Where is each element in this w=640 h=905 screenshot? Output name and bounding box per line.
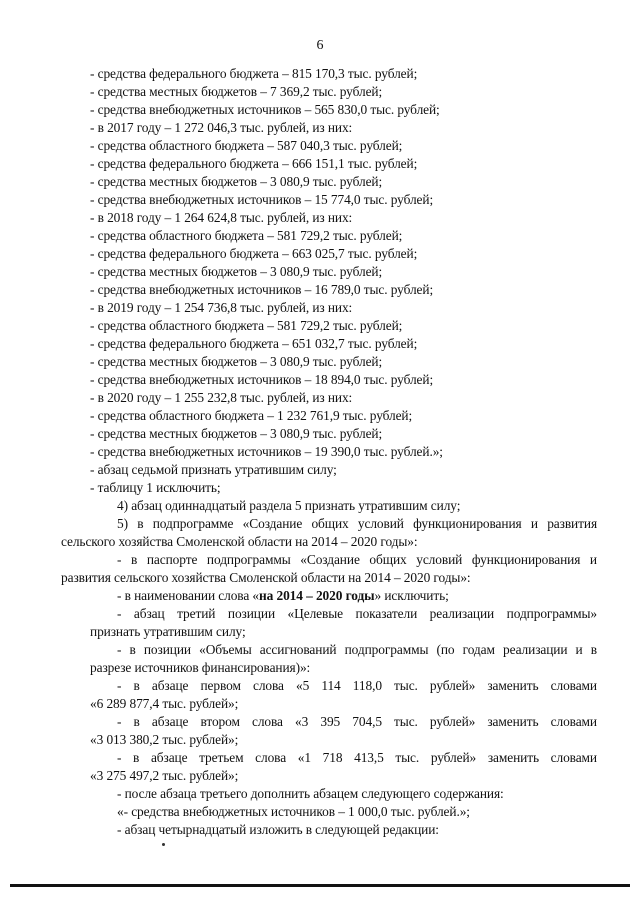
text-line: - в 2017 году – 1 272 046,3 тыс. рублей, из них: [90,120,353,135]
text-line: - средства местных бюджетов – 3 080,9 тыс. рублей; [90,264,383,279]
text-line: - средства областного бюджета – 1 232 761,9 тыс. рублей; [90,408,413,423]
text-line: - средства областного бюджета – 581 729,2 тыс. рублей; [90,228,403,243]
text-line: - в абзаце третьем слова «1 718 413,5 тыс. рублей» заменить словами [117,750,597,765]
text-segment: » исключить; [374,588,449,603]
text-line: - в абзаце втором слова «3 395 704,5 тыс. рублей» заменить словами [117,714,597,729]
text-line: - в позиции «Объемы ассигнований подпрограммы (по годам реализации и в [117,642,597,657]
text-line: - в 2020 году – 1 255 232,8 тыс. рублей, из них: [90,390,353,405]
text-line: «3 013 380,2 тыс. рублей»; [90,732,239,747]
text-line: разрезе источников финансирования)»: [90,660,311,675]
text-line: - средства внебюджетных источников – 19 390,0 тыс. рублей.»; [90,444,443,459]
text-line: - средства федерального бюджета – 815 170,3 тыс. рублей; [90,66,418,81]
text-line: - средства областного бюджета – 587 040,3 тыс. рублей; [90,138,403,153]
text-line: «- средства внебюджетных источников – 1 000,0 тыс. рублей.»; [117,804,470,819]
text-line: - средства внебюджетных источников – 565 830,0 тыс. рублей; [90,102,440,117]
text-line: - средства местных бюджетов – 3 080,9 тыс. рублей; [90,354,383,369]
text-line: - абзац четырнадцатый изложить в следующей редакции: [117,822,439,837]
text-line: - после абзаца третьего дополнить абзацем следующего содержания: [117,786,504,801]
text-line: - средства внебюджетных источников – 16 789,0 тыс. рублей; [90,282,434,297]
text-segment: - в наименовании слова « [117,588,260,603]
text-line: признать утратившим силу; [90,624,246,639]
text-line: «3 275 497,2 тыс. рублей»; [90,768,239,783]
text-line: - средства внебюджетных источников – 18 894,0 тыс. рублей; [90,372,434,387]
text-line: развития сельского хозяйства Смоленской области на 2014 – 2020 годы»: [61,570,471,585]
bold-text: на 2014 – 2020 годы [259,588,375,603]
text-line: - абзац седьмой признать утратившим силу; [90,462,337,477]
text-line: - средства федерального бюджета – 663 025,7 тыс. рублей; [90,246,418,261]
text-line: «6 289 877,4 тыс. рублей»; [90,696,239,711]
text-line: - абзац третий позиции «Целевые показатели реализации подпрограммы» [117,606,597,621]
text-line [117,587,449,605]
text-line: - средства федерального бюджета – 666 151,1 тыс. рублей; [90,156,418,171]
text-line: - средства областного бюджета – 581 729,2 тыс. рублей; [90,318,403,333]
text-line: - средства федерального бюджета – 651 032,7 тыс. рублей; [90,336,418,351]
ink-speck [162,843,165,846]
text-line: - средства местных бюджетов – 3 080,9 тыс. рублей; [90,426,383,441]
text-line: - таблицу 1 исключить; [90,480,221,495]
page-number: 6 [316,38,324,53]
text-line: - в 2018 году – 1 264 624,8 тыс. рублей, из них: [90,210,353,225]
text-line: - в 2019 году – 1 254 736,8 тыс. рублей, из них: [90,300,353,315]
text-line: 4) абзац одиннадцатый раздела 5 признать утратившим силу; [117,498,461,513]
text-line: - в абзаце первом слова «5 114 118,0 тыс. рублей» заменить словами [117,678,597,693]
text-line: - средства местных бюджетов – 7 369,2 тыс. рублей; [90,84,383,99]
bottom-border-line [10,884,630,887]
text-line: сельского хозяйства Смоленской области на 2014 – 2020 годы»: [61,534,418,549]
text-line: 5) в подпрограмме «Создание общих условий функционирования и развития [117,516,597,531]
text-line: - средства внебюджетных источников – 15 774,0 тыс. рублей; [90,192,434,207]
text-line: - в паспорте подпрограммы «Создание общих условий функционирования и [117,552,597,567]
text-line: - средства местных бюджетов – 3 080,9 тыс. рублей; [90,174,383,189]
